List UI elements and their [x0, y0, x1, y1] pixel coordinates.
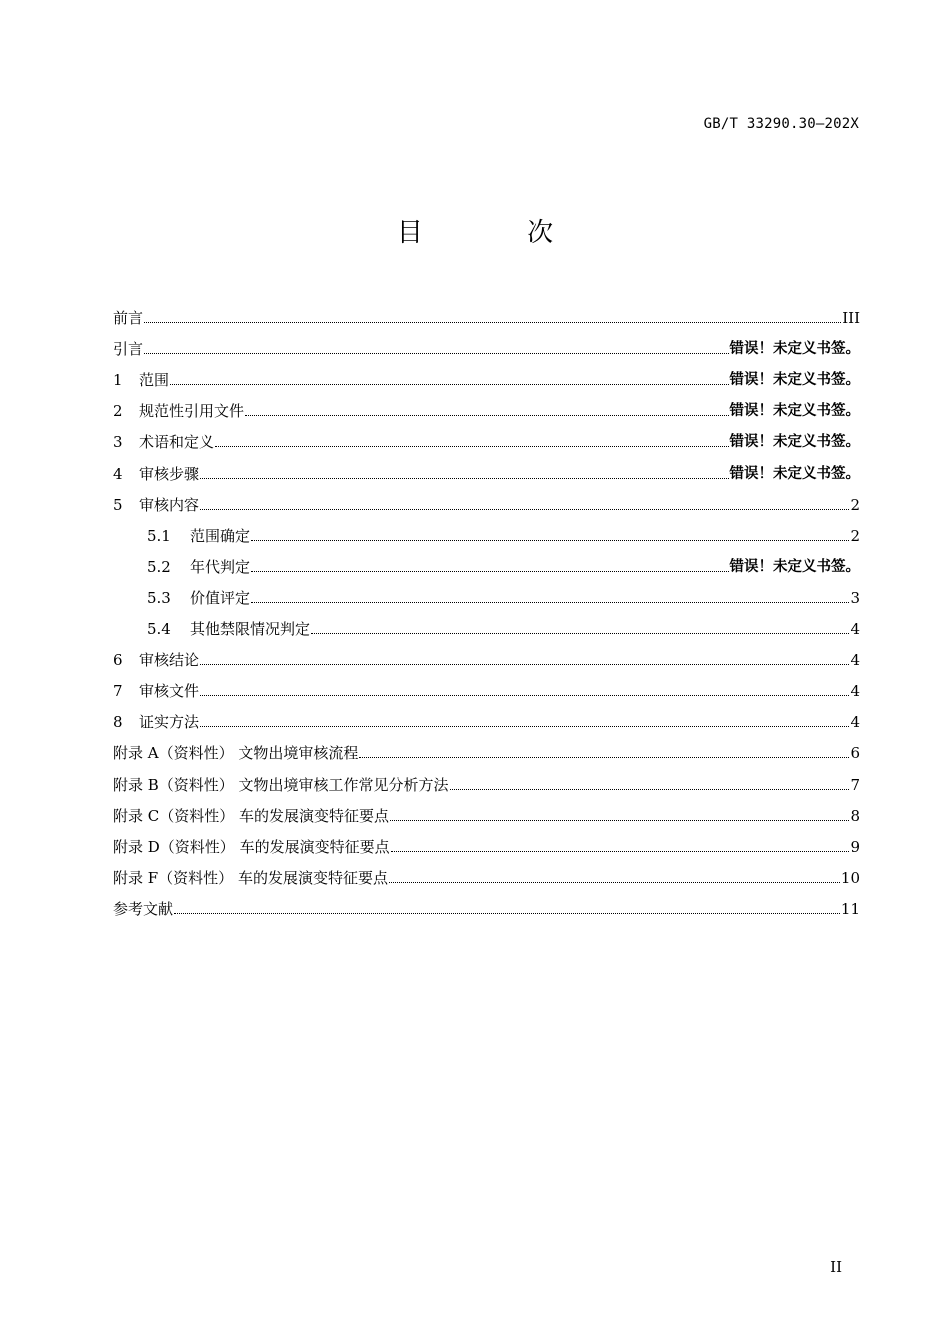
toc-page-number: 4	[850, 651, 860, 670]
toc-bookmark-error: 错误！未定义书签。	[729, 465, 860, 482]
toc-entry-label: 审核步骤	[139, 464, 200, 483]
toc-entry[interactable]	[113, 514, 860, 545]
toc-entry-number: 2	[113, 402, 123, 421]
toc-entry[interactable]	[113, 794, 860, 825]
toc-entry-label: 范围确定	[190, 526, 251, 545]
toc-entry-label: 附录 D（资料性） 车的发展演变特征要点	[113, 837, 390, 856]
toc-dot-leader	[200, 725, 849, 727]
toc-entry[interactable]	[113, 389, 860, 420]
toc-page-number: 7	[850, 775, 860, 794]
toc-entry-number: 5.1	[147, 526, 171, 545]
toc-entry-label: 价值评定	[190, 588, 251, 607]
toc-page-number: 10	[840, 868, 860, 887]
toc-entry-label: 参考文献	[113, 899, 174, 918]
toc-entry-label: 规范性引用文件	[139, 402, 245, 421]
toc-entry-label: 审核文件	[139, 682, 200, 701]
toc-dot-leader	[170, 383, 728, 385]
toc-entry-number: 6	[113, 651, 123, 670]
toc-entry[interactable]	[113, 638, 860, 669]
toc-page-number: 4	[850, 620, 860, 639]
toc-page-number: 11	[840, 899, 860, 918]
toc-page-number: 2	[850, 495, 860, 514]
toc-entry[interactable]	[113, 825, 860, 856]
toc-entry[interactable]	[113, 731, 860, 762]
toc-entry[interactable]	[113, 576, 860, 607]
toc-entry-number: 7	[113, 682, 123, 701]
toc-dot-leader	[144, 321, 841, 323]
toc-entry[interactable]	[113, 856, 860, 887]
toc-dot-leader	[251, 601, 849, 603]
toc-bookmark-error: 错误！未定义书签。	[729, 434, 860, 451]
page-number: II	[830, 1258, 842, 1276]
toc-entry-label: 术语和定义	[139, 433, 215, 452]
toc-entry-label: 审核结论	[139, 651, 200, 670]
toc-dot-leader	[174, 912, 840, 914]
toc-entry[interactable]	[113, 700, 860, 731]
toc-entry[interactable]	[113, 669, 860, 700]
toc-dot-leader	[390, 819, 849, 821]
toc-entry-label: 其他禁限情况判定	[190, 620, 311, 639]
toc-bookmark-error: 错误！未定义书签。	[729, 341, 860, 358]
toc-dot-leader	[200, 477, 728, 479]
toc-entry-number: 5.4	[147, 620, 171, 639]
toc-entry-number: 5.3	[147, 588, 171, 607]
toc-page-number: 4	[850, 682, 860, 701]
toc-page-number: 3	[850, 588, 860, 607]
toc-entry[interactable]	[113, 887, 860, 918]
toc-dot-leader	[359, 756, 849, 758]
toc-dot-leader	[245, 414, 728, 416]
toc-dot-leader	[215, 445, 728, 447]
toc-entry-label: 附录 A（资料性） 文物出境审核流程	[113, 744, 359, 763]
toc-entry-label: 年代判定	[190, 557, 251, 576]
toc-entry[interactable]	[113, 296, 860, 327]
toc-entry[interactable]	[113, 762, 860, 793]
toc-entry[interactable]	[113, 545, 860, 576]
toc-entry-label: 附录 F（资料性） 车的发展演变特征要点	[113, 868, 388, 887]
toc-entry-number: 8	[113, 713, 123, 732]
toc-dot-leader	[200, 694, 849, 696]
toc-page-number: 9	[850, 837, 860, 856]
toc-entry-label: 附录 B（资料性） 文物出境审核工作常见分析方法	[113, 775, 449, 794]
toc-entry[interactable]	[113, 327, 860, 358]
toc-bookmark-error: 错误！未定义书签。	[729, 558, 860, 575]
toc-dot-leader	[200, 508, 849, 510]
toc-dot-leader	[389, 881, 840, 883]
toc-entry-number: 5	[113, 495, 123, 514]
toc-page-number: 2	[850, 526, 860, 545]
toc-bookmark-error: 错误！未定义书签。	[729, 403, 860, 420]
toc-entry-label: 审核内容	[139, 495, 200, 514]
toc-entry[interactable]	[113, 607, 860, 638]
toc-page-number: 4	[850, 713, 860, 732]
toc-dot-leader	[391, 850, 850, 852]
toc-entry-label: 前言	[113, 309, 144, 328]
standard-code: GB/T 33290.30—202X	[703, 116, 859, 132]
table-of-contents	[113, 296, 860, 918]
toc-page-number: III	[842, 309, 860, 328]
toc-dot-leader	[200, 663, 849, 665]
toc-entry[interactable]	[113, 483, 860, 514]
toc-dot-leader	[450, 788, 850, 790]
toc-page-number: 8	[850, 806, 860, 825]
toc-page-number: 6	[850, 744, 860, 763]
toc-entry-number: 4	[113, 464, 123, 483]
toc-entry-number: 5.2	[147, 557, 171, 576]
toc-entry-label: 范围	[139, 371, 170, 390]
toc-title: 目 次	[396, 218, 602, 248]
toc-entry[interactable]	[113, 358, 860, 389]
toc-entry[interactable]	[113, 451, 860, 482]
toc-bookmark-error: 错误！未定义书签。	[729, 372, 860, 389]
toc-dot-leader	[311, 632, 849, 634]
toc-entry-label: 引言	[113, 340, 144, 359]
toc-dot-leader	[251, 539, 849, 541]
toc-entry-number: 1	[113, 371, 123, 390]
toc-dot-leader	[251, 570, 728, 572]
toc-dot-leader	[144, 352, 728, 354]
toc-entry[interactable]	[113, 420, 860, 451]
toc-entry-label: 证实方法	[139, 713, 200, 732]
toc-entry-number: 3	[113, 433, 123, 452]
toc-entry-label: 附录 C（资料性） 车的发展演变特征要点	[113, 806, 390, 825]
